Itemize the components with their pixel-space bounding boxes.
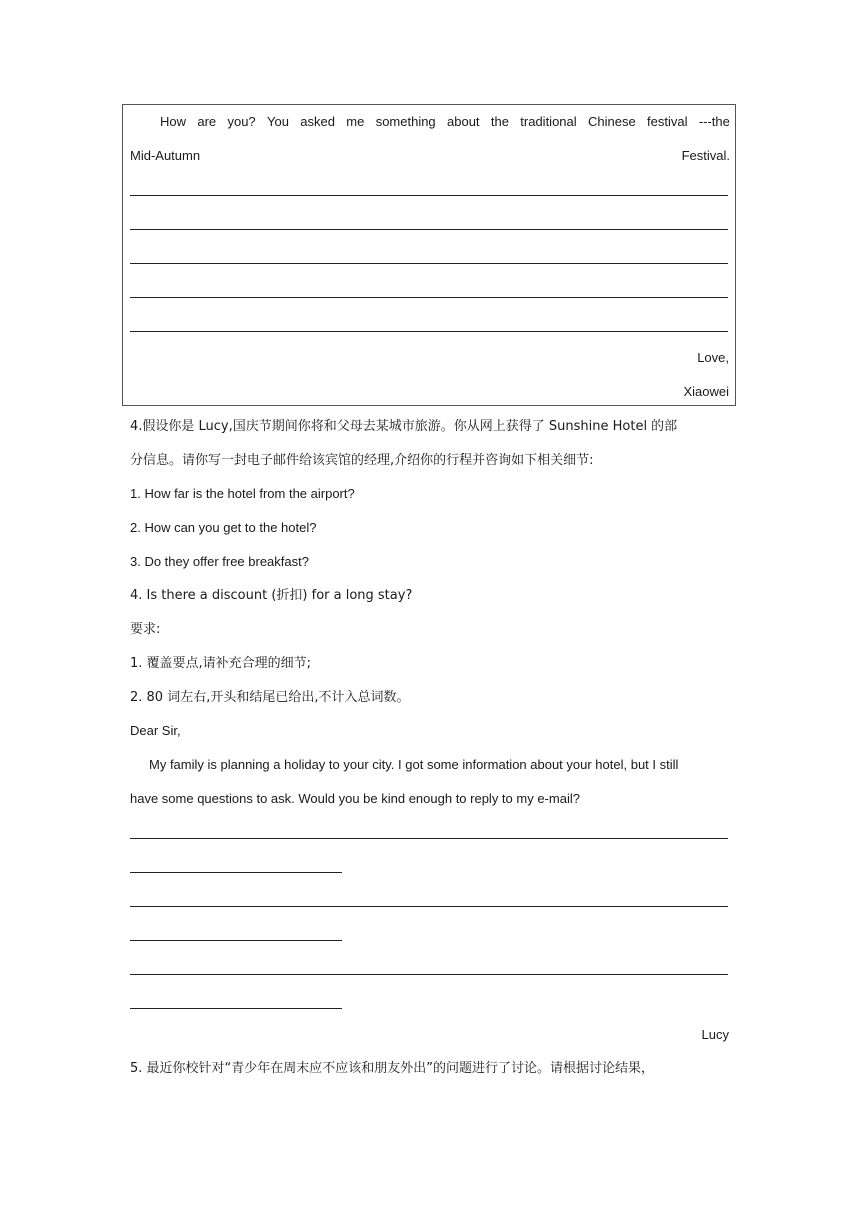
letter-opening-word: traditional: [520, 114, 577, 129]
task4-question: 4. Is there a discount (折扣) for a long stay?: [130, 588, 413, 603]
letter-line2-right: Festival.: [681, 148, 730, 163]
task4-intro-line2: 分信息。请你写一封电子邮件给该宾馆的经理,介绍你的行程并咨询如下相关细节:: [130, 453, 594, 468]
letter-opening-word: something: [375, 114, 436, 129]
task4-requirement: 1. 覆盖要点,请补充合理的细节;: [130, 656, 312, 671]
letter-opening-word: you?: [227, 114, 256, 129]
writing-blank-line[interactable]: [130, 331, 728, 332]
writing-blank-line[interactable]: [130, 229, 728, 230]
email-signature: Lucy: [701, 1027, 729, 1042]
email-salutation: Dear Sir,: [130, 723, 181, 738]
letter-opening-word: You: [267, 114, 289, 129]
email-body-line1: My family is planning a holiday to your city. I got some information about your hotel, but I still: [149, 757, 679, 772]
letter-signature: Xiaowei: [683, 384, 729, 399]
task4-intro-line1: 4.假设你是 Lucy,国庆节期间你将和父母去某城市旅游。你从网上获得了 Sunshine Hotel 的部: [130, 419, 678, 434]
writing-blank-line-short[interactable]: [130, 940, 342, 941]
letter-line2-left: Mid-Autumn: [130, 148, 201, 163]
letter-opening-word: Chinese: [587, 114, 636, 129]
letter-opening-word: me: [346, 114, 365, 129]
letter-opening-line: [160, 113, 730, 131]
writing-blank-line[interactable]: [130, 838, 728, 839]
writing-blank-line-short[interactable]: [130, 872, 342, 873]
writing-blank-line[interactable]: [130, 195, 728, 196]
letter-opening-word: asked: [300, 114, 335, 129]
writing-blank-line[interactable]: [130, 906, 728, 907]
task4-requirements-title: 要求:: [130, 622, 161, 637]
letter-opening-word: about: [447, 114, 480, 129]
letter-closing: Love,: [697, 350, 729, 365]
writing-blank-line[interactable]: [130, 297, 728, 298]
writing-blank-line-short[interactable]: [130, 1008, 342, 1009]
task4-requirement: 2. 80 词左右,开头和结尾已给出,不计入总词数。: [130, 690, 410, 705]
task4-question: 2. How can you get to the hotel?: [130, 520, 317, 535]
letter-opening-word: the: [490, 114, 509, 129]
task4-question: 1. How far is the hotel from the airport?: [130, 486, 355, 501]
task5-intro-line1: 5. 最近你校针对“青少年在周末应不应该和朋友外出”的问题进行了讨论。请根据讨论结果，: [130, 1061, 655, 1076]
letter-opening-word: festival: [647, 114, 688, 129]
writing-blank-line[interactable]: [130, 263, 728, 264]
letter-opening-word: ---the: [698, 114, 730, 129]
letter-opening-word: are: [197, 114, 217, 129]
writing-blank-line[interactable]: [130, 974, 728, 975]
email-body-line2: have some questions to ask. Would you be kind enough to reply to my e-mail?: [130, 791, 580, 806]
task4-question: 3. Do they offer free breakfast?: [130, 554, 309, 569]
letter-box: [122, 104, 736, 406]
letter-opening-word: How: [160, 114, 187, 129]
